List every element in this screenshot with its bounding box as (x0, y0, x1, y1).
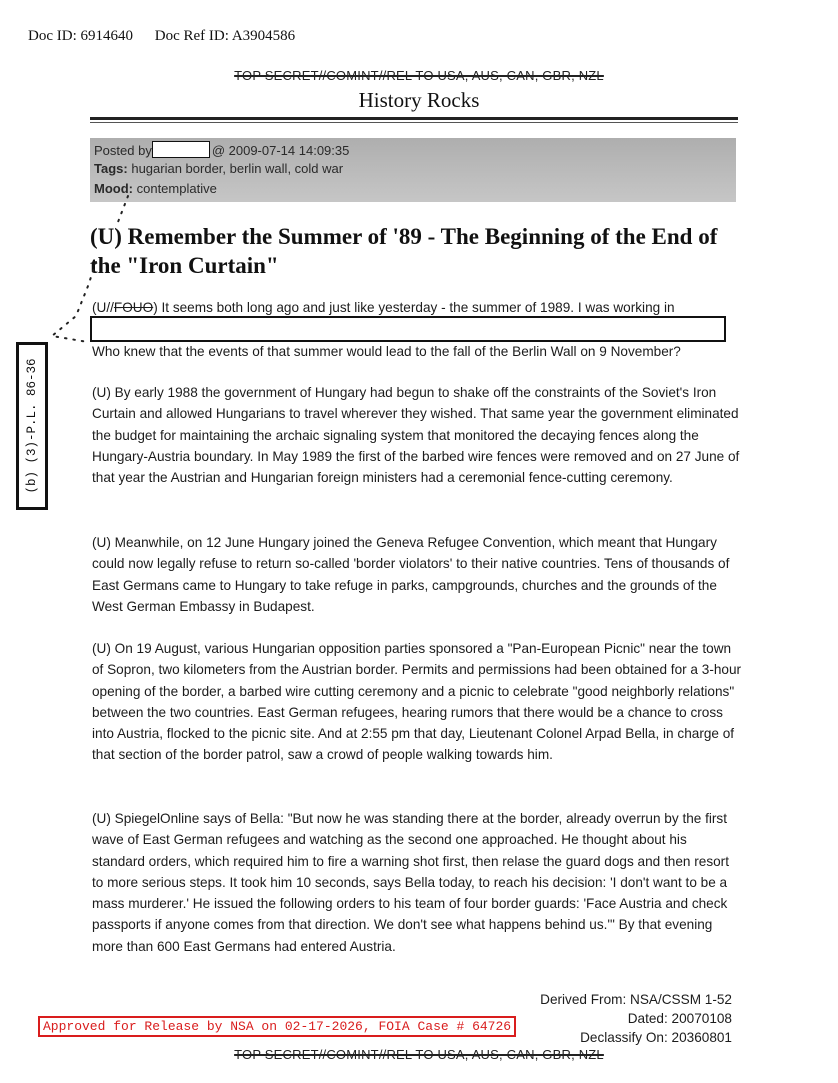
paragraph-picnic: (U) On 19 August, various Hungarian opposition parties sponsored a "Pan-European Picnic" near the town of Sopron, two kilometers from the Austrian border. Permits and permissions had been obtained for a 3-hour opening of the border, a barbed wire cutting ceremony and a picnic to celebrate "good neighborly relations" between the two countries. East German refugees, hearing rumors that there would be a chance to cross into Austria, flocked to the picnic site. And at 2:55 pm that day, Lieutenant Colonel Arpad Bella, in charge of that section of the border patrol, saw a crowd of people walking towards him. (92, 641, 742, 763)
release-stamp: Approved for Release by NSA on 02-17-2026, FOIA Case # 64726 (38, 1016, 516, 1037)
mood-label: Mood: (94, 181, 133, 196)
dated: Dated: 20070108 (627, 1011, 732, 1026)
post-meta-banner (90, 138, 736, 202)
exemption-text: (b) (3)-P.L. 86-36 (25, 358, 39, 494)
paragraph-refugee-convention: (U) Meanwhile, on 12 June Hungary joined the Geneva Refugee Convention, which meant that Hungary could now legally refuse to return so-called 'border violators' to their native countries. Tens of thousands of East Germans came to Hungary to take refuge in parks, campgrounds, churches and the grounds of the West German Embassy in Budapest. (92, 535, 730, 614)
blog-title: History Rocks (358, 88, 480, 112)
paragraph-1988: (U) By early 1988 the government of Hungary had begun to shake off the constraints of the Soviet's Iron Curtain and allowed Hungarians to travel wherever they wished. That same year the government eliminated the budget for maintaining the archaic signaling system that monitored the decaying fences along the Hungary-Austria boundary. In May 1989 the first of the barbed wire fences were removed and on 27 June of that year the Austrian and Hungarian foreign ministers had a ceremonial fence-cutting ceremony. (92, 385, 740, 486)
tags-value: hugarian border, berlin wall, cold war (131, 161, 344, 176)
post-headline: (U) Remember the Summer of '89 - The Beginning of the End of the "Iron Curtain" (90, 224, 718, 278)
posted-time: @ 2009-07-14 14:09:35 (211, 143, 350, 158)
classification-authority (540, 990, 732, 1047)
classification-banner-top: TOP SECRET//COMINT//REL TO USA, AUS, CAN, GBR, NZL (234, 68, 604, 83)
portion-marking: (U//FOUO) (92, 300, 158, 315)
title-rule (90, 117, 738, 120)
intro-text: It seems both long ago and just like yesterday - the summer of 1989. I was working in (157, 300, 675, 315)
posted-by-line (94, 141, 349, 158)
exemption-stamp (16, 342, 48, 510)
posted-by-label: Posted by (94, 143, 152, 158)
redaction-box (90, 316, 726, 342)
tags-label: Tags: (94, 161, 128, 176)
doc-id: Doc ID: 6914640 (28, 28, 133, 44)
title-rule-thin (90, 122, 738, 123)
mood-line (94, 181, 217, 196)
mood-value: contemplative (136, 181, 217, 196)
redacted-author (152, 141, 210, 158)
paragraph-intro-continued: Who knew that the events of that summer would lead to the fall of the Berlin Wall on 9 November? (92, 344, 681, 359)
doc-ref-id: Doc Ref ID: A3904586 (154, 28, 296, 44)
derived-from: Derived From: NSA/CSSM 1-52 (540, 992, 732, 1007)
declassify-on: Declassify On: 20360801 (580, 1030, 732, 1045)
tags-line (94, 161, 343, 176)
paragraph-spiegel: (U) SpiegelOnline says of Bella: "But now he was standing there at the border, already overrun by the first wave of East German refugees and watching as the second one approached. He thought about his standard orders, which required him to fire a warning shot first, then relase the guard dogs and then resort to more serious steps. It took him 10 seconds, says Bella today, to reach his decision: 'I don't want to be a mass murderer.' He issued the following orders to his team of four border guards: 'Face Austria and check passports if anyone comes from that direction. We don't see what happens behind us.'" By that evening more than 600 East Germans had entered Austria. (92, 811, 729, 954)
document-ids (28, 28, 295, 45)
classification-banner-bottom: TOP SECRET//COMINT//REL TO USA, AUS, CAN, GBR, NZL (234, 1047, 604, 1062)
